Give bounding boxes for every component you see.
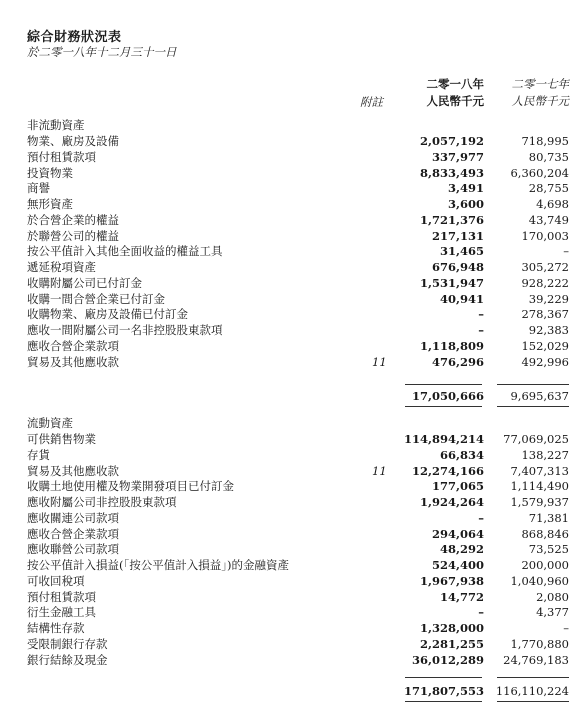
column-header-note: 附註 xyxy=(360,95,383,109)
table-row xyxy=(0,196,586,212)
table-row xyxy=(0,494,586,510)
row-value-2017: 138,227 xyxy=(521,447,569,462)
row-value-2017: – xyxy=(563,621,569,635)
total-rule-2018 xyxy=(405,406,482,407)
row-value-2018: 524,400 xyxy=(431,558,484,572)
table-row xyxy=(0,354,586,370)
row-label: 受限制銀行存款 xyxy=(27,636,108,651)
row-label: 按公平值計入損益(「按公平值計入損益」)的金融資產 xyxy=(27,558,289,572)
table-row xyxy=(0,636,586,652)
row-label: 銀行結餘及現金 xyxy=(27,652,108,667)
table-row xyxy=(0,463,586,479)
row-value-2018: 3,491 xyxy=(447,181,484,196)
row-value-2017: 1,040,960 xyxy=(510,573,569,588)
row-value-2017: 6,360,204 xyxy=(510,165,569,180)
table-row xyxy=(0,275,586,291)
column-year-2017: 二零一七年 xyxy=(511,77,569,91)
current-total-2017: 116,110,224 xyxy=(495,684,569,698)
row-value-2017: 170,003 xyxy=(521,228,569,243)
row-value-2017: 2,080 xyxy=(536,589,569,604)
row-value-2018: 48,292 xyxy=(439,542,484,557)
subtotal-rule-2018 xyxy=(405,384,482,385)
row-value-2017: 1,770,880 xyxy=(510,636,569,651)
non-current-total-2018: 17,050,666 xyxy=(411,389,484,403)
row-value-2017: 492,996 xyxy=(521,354,569,369)
row-label: 存貨 xyxy=(27,447,50,462)
row-label: 應收附屬公司非控股股東款項 xyxy=(27,495,177,509)
subtotal-rule-2017 xyxy=(497,384,569,385)
row-value-2017: 28,755 xyxy=(528,181,569,196)
row-value-2018: – xyxy=(478,605,484,620)
column-unit-2018: 人民幣千元 xyxy=(426,94,484,108)
non-current-total-2017: 9,695,637 xyxy=(510,389,569,403)
row-value-2017: 73,525 xyxy=(528,542,569,557)
row-label: 商譽 xyxy=(27,181,50,196)
row-label: 應收一間附屬公司一名非控股股東款項 xyxy=(27,323,223,337)
row-label: 遞延稅項資產 xyxy=(27,260,96,274)
row-value-2017: 7,407,313 xyxy=(510,463,569,478)
table-row xyxy=(0,228,586,244)
row-label: 按公平值計入其他全面收益的權益工具 xyxy=(27,244,223,259)
row-label: 應收關連公司款項 xyxy=(27,510,119,525)
table-row xyxy=(0,259,586,275)
table-row xyxy=(0,291,586,307)
row-value-2018: – xyxy=(478,323,484,337)
row-label: 結構性存款 xyxy=(27,621,85,635)
row-label: 可供銷售物業 xyxy=(27,432,96,446)
current-subtotal-rule-2018 xyxy=(405,677,482,678)
row-value-2018: 476,296 xyxy=(431,354,484,369)
row-label: 收購物業、廠房及設備已付訂金 xyxy=(27,307,188,322)
table-row xyxy=(0,510,586,526)
table-row xyxy=(0,589,586,605)
row-label: 收購土地使用權及物業開發項目已付訂金 xyxy=(27,479,234,494)
row-value-2017: 39,229 xyxy=(528,291,569,306)
row-label: 應收合營企業款項 xyxy=(27,338,119,353)
row-value-2017: 718,995 xyxy=(521,134,569,148)
row-value-2018: 36,012,289 xyxy=(411,652,484,667)
table-row xyxy=(0,149,586,165)
row-label: 於聯營公司的權益 xyxy=(27,228,119,243)
row-value-2017: 278,367 xyxy=(521,307,569,322)
table-row xyxy=(0,133,586,149)
current-total-rule-2017 xyxy=(497,701,569,702)
row-value-2017: – xyxy=(563,244,569,259)
total-rule-2017 xyxy=(497,406,569,407)
column-header-2018 xyxy=(427,76,485,110)
table-row xyxy=(0,604,586,620)
row-value-2017: 43,749 xyxy=(528,212,569,227)
row-value-2017: 1,579,937 xyxy=(510,495,569,509)
row-value-2017: 200,000 xyxy=(521,558,569,572)
current-assets-total-row xyxy=(0,683,586,699)
current-total-2018: 171,807,553 xyxy=(403,684,484,698)
row-value-2018: 3,600 xyxy=(447,197,484,211)
table-row xyxy=(0,557,586,573)
table-row xyxy=(0,338,586,354)
row-label: 投資物業 xyxy=(27,165,73,180)
row-value-2018: 676,948 xyxy=(431,260,484,274)
table-row xyxy=(0,478,586,494)
table-row xyxy=(0,573,586,589)
row-label: 貿易及其他應收款 xyxy=(27,463,119,478)
table-row xyxy=(0,243,586,259)
current-assets-heading: 流動資產 xyxy=(27,416,73,430)
row-label: 無形資產 xyxy=(27,197,73,211)
column-year-2018: 二零一八年 xyxy=(426,77,484,91)
row-value-2018: 1,924,264 xyxy=(419,495,484,509)
row-label: 於合營企業的權益 xyxy=(27,212,119,227)
table-row xyxy=(0,526,586,542)
row-value-2017: 1,114,490 xyxy=(510,479,569,494)
table-row xyxy=(0,306,586,322)
table-row xyxy=(0,620,586,636)
row-value-2018: 14,772 xyxy=(439,589,484,604)
row-value-2018: – xyxy=(478,510,484,525)
table-row xyxy=(0,165,586,181)
table-row xyxy=(0,652,586,668)
row-value-2018: 1,721,376 xyxy=(419,212,484,227)
row-value-2017: 4,698 xyxy=(536,197,569,211)
row-value-2018: 294,064 xyxy=(431,526,484,541)
row-value-2018: 1,118,809 xyxy=(419,338,484,353)
row-label: 預付租賃款項 xyxy=(27,149,96,164)
row-label: 衍生金融工具 xyxy=(27,605,96,620)
row-value-2018: 8,833,493 xyxy=(419,165,484,180)
row-value-2018: 2,057,192 xyxy=(419,134,484,148)
row-label: 收購一間合營企業已付訂金 xyxy=(27,291,165,306)
non-current-assets-total-row xyxy=(0,388,586,404)
row-note: 11 xyxy=(372,354,387,369)
row-label: 應收合營企業款項 xyxy=(27,526,119,541)
row-value-2018: 177,065 xyxy=(431,479,484,494)
current-subtotal-rule-2017 xyxy=(497,677,569,678)
row-value-2017: 80,735 xyxy=(528,149,569,164)
row-value-2017: 71,381 xyxy=(528,510,569,525)
row-value-2017: 152,029 xyxy=(521,338,569,353)
non-current-assets-heading: 非流動資產 xyxy=(27,118,85,132)
row-value-2017: 92,383 xyxy=(528,323,569,337)
table-row xyxy=(0,541,586,557)
row-value-2018: 337,977 xyxy=(431,149,484,164)
row-label: 可收回稅項 xyxy=(27,573,85,588)
row-value-2017: 24,769,183 xyxy=(503,652,569,667)
table-row xyxy=(0,322,586,338)
row-label: 收購附屬公司已付訂金 xyxy=(27,275,142,290)
row-value-2017: 4,377 xyxy=(536,605,569,620)
statement-date: 於二零一八年十二月三十一日 xyxy=(27,45,177,59)
row-value-2018: 1,531,947 xyxy=(419,275,484,290)
row-value-2018: – xyxy=(478,307,484,322)
current-total-rule-2018 xyxy=(405,701,482,702)
table-row xyxy=(0,212,586,228)
row-value-2018: 31,465 xyxy=(439,244,484,259)
row-value-2018: 217,131 xyxy=(431,228,484,243)
row-label: 預付租賃款項 xyxy=(27,589,96,604)
row-value-2018: 2,281,255 xyxy=(419,636,484,651)
row-value-2018: 1,328,000 xyxy=(419,621,484,635)
row-value-2018: 12,274,166 xyxy=(411,463,484,478)
row-value-2018: 66,834 xyxy=(439,447,484,462)
table-row xyxy=(0,431,586,447)
row-label: 應收聯營公司款項 xyxy=(27,542,119,557)
table-row xyxy=(0,447,586,463)
statement-title: 綜合財務狀況表 xyxy=(27,30,122,45)
row-value-2017: 305,272 xyxy=(521,260,569,274)
row-value-2018: 114,894,214 xyxy=(403,432,484,446)
row-value-2017: 77,069,025 xyxy=(503,432,569,446)
row-value-2017: 928,222 xyxy=(521,275,569,290)
table-row xyxy=(0,180,586,196)
row-value-2018: 1,967,938 xyxy=(419,573,484,588)
row-label: 物業、廠房及設備 xyxy=(27,134,119,148)
row-note: 11 xyxy=(372,463,387,478)
row-value-2017: 868,846 xyxy=(521,526,569,541)
row-label: 貿易及其他應收款 xyxy=(27,354,119,369)
column-header-2017 xyxy=(512,76,570,110)
row-value-2018: 40,941 xyxy=(439,291,484,306)
column-unit-2017: 人民幣千元 xyxy=(511,94,569,108)
